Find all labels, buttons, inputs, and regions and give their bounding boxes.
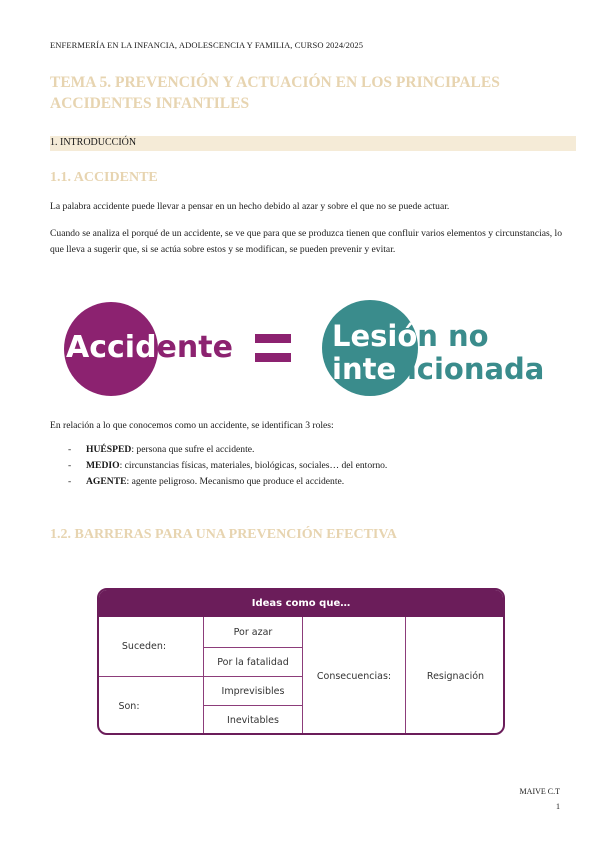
paragraph-1: La palabra accidente puede llevar a pensar en un hecho debido al azar y sobre el que no se puede actuar.	[50, 201, 450, 212]
page-title: TEMA 5. PREVENCIÓN Y ACTUACIÓN EN LOS PRINCIPALES ACCIDENTES INFANTILES	[50, 74, 500, 112]
page-number: 1	[556, 802, 560, 811]
table-cell-resignacion: Resignación	[426, 670, 485, 682]
running-header: ENFERMERÍA EN LA INFANCIA, ADOLESCENCIA Y FAMILIA, CURSO 2024/2025	[50, 40, 364, 50]
word-accidente-part2: ente	[156, 330, 233, 365]
paragraph-3: En relación a lo que conocemos como un accidente, se identifican 3 roles:	[50, 420, 334, 431]
table-cell-inevitables: Inevitables	[227, 715, 279, 726]
table-cell-por-la-fatalidad: Por la fatalidad	[217, 656, 289, 668]
role-desc: : agente peligroso. Mecanismo que produce el accidente.	[126, 476, 345, 487]
list-item	[68, 442, 387, 458]
subheading-accidente: 1.1. ACCIDENTE	[50, 170, 158, 185]
word-intencionada	[332, 353, 544, 385]
equals-bar-top	[255, 334, 291, 343]
role-term: AGENTE	[86, 476, 127, 487]
role-term: HUÉSPED	[86, 444, 132, 455]
table-header: Ideas como que…	[99, 590, 503, 617]
word-lesion-no	[332, 320, 489, 352]
word-accidente-part1: Accid	[66, 330, 157, 365]
word-lesion-part2: n no	[417, 319, 489, 353]
table-cell-son: Son:	[118, 700, 140, 712]
accident-equals-graphic	[50, 290, 570, 400]
roles-list	[68, 442, 387, 490]
subheading-barreras: 1.2. BARRERAS PARA UNA PREVENCIÓN EFECTIVA	[50, 527, 397, 542]
role-term: MEDIO	[86, 460, 120, 471]
list-item	[68, 474, 387, 490]
role-desc: : circunstancias físicas, materiales, biológicas, sociales… del entorno.	[119, 460, 388, 471]
word-intencionada-part1: inte	[332, 352, 397, 386]
role-desc: : persona que sufre el accidente.	[131, 444, 255, 455]
word-lesion-part1: Lesió	[332, 319, 418, 353]
table-cell-suceden: Suceden:	[121, 641, 167, 652]
paragraph-2: Cuando se analiza el porqué de un accidente, se ve que para que se produzca tienen que confluir varios elementos y circunstancias, lo que lleva a sugerir que, si se actúa sobre estos y se modifican, se pueden prevenir y evitar.	[50, 228, 562, 255]
section-heading: 1. INTRODUCCIÓN	[50, 137, 137, 148]
table-cell-por-azar: Por azar	[233, 626, 273, 638]
word-intencionada-part2: ncionada	[396, 352, 545, 386]
table-cell-imprevisibles: Imprevisibles	[221, 685, 285, 697]
section-bar-introduccion	[50, 136, 576, 151]
word-accidente	[66, 330, 233, 366]
footer-author: MAIVE C.T	[519, 787, 560, 796]
list-item	[68, 458, 387, 474]
equals-bar-bottom	[255, 353, 291, 362]
table-cell-consecuencias: Consecuencias:	[316, 670, 392, 682]
barriers-table	[97, 588, 505, 735]
